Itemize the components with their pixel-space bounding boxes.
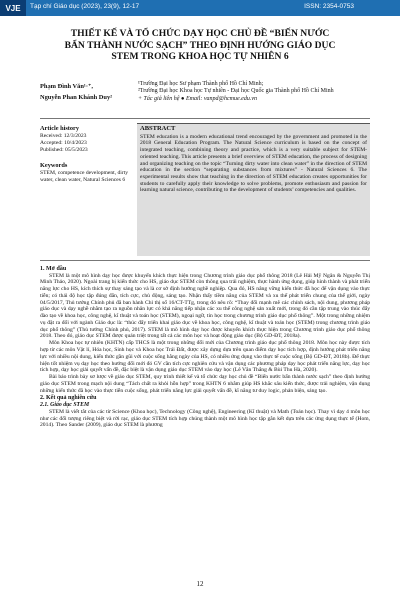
journal-citation: Tạp chí Giáo dục (2023), 23(9), 12-17 — [30, 3, 140, 10]
section-heading-intro: 1. Mở đầu — [40, 265, 67, 272]
abstract-box — [137, 123, 370, 256]
page-number: 12 — [196, 580, 204, 588]
article-sidebar — [40, 125, 130, 184]
affiliation-2: ²Trường Đại học Khoa học Tự nhiên - Đại học Quốc gia Thành phố Hồ Chí Minh — [138, 88, 334, 95]
body-divider — [40, 260, 370, 261]
paragraph: STEM là một mô hình dạy học được khuyến khích thực hiện trong Chương trình giáo dục phổ thông 2018 (Lê Hải Mỹ Ngân & Nguyễn Thị Minh Thảo, 2020). Ngoài trang bị kiến thức cho HS, giáo dục STEM còn thông qua trải nghiệm, thực hành ứng dụng, giúp hình thành và phát triển năng lực cho HS, kích thích sự thay sáng tạo và là cơ sở định hướng nghề nghiệp. Qua đó, HS nâng vững kiến thức đã học để vận dụng vào thực tiễn; có thái độ học tập đúng đắn, tích cực, chủ động, sáng tạo. Nhận thấy tiềm năng của STEM và xu thế phát triển chung của thế giới, ngày 04/5/2017, Thủ tướng Chính phủ đã ban hành Chỉ thị số 16/CT-TTg, trong đó nêu rõ: “Thay đổi mạnh mẽ các chính sách, nội dung, phương pháp giáo dục và dạy nghề nhằm tạo ra nguồn nhân lực có khả năng tiếp nhận các xu thế công nghệ sản xuất mới, trong đó cần tập trung vào thúc đẩy đào tạo về khoa học, công nghệ, kĩ thuật và toán học (STEM), ngoại ngữ, tin học trong chương trình giáo dục phổ thông”. Một trong những nhiệm vụ đặt ra đối với ngành Giáo dục là: “thúc đẩy triển khai giáo dục về khoa học, công nghệ, kĩ thuật và toán học (STEM) trong chương trình giáo dục phổ thông” (Thủ tướng Chính phủ, 2017). STEM là mô hình dạy học được khuyến khích thực hiện trong Chương trình giáo dục phổ thông 2018. Theo đó, giáo dục STEM được quán triệt trong tất cả các môn học và hoạt động giáo dục (Bộ GD-ĐT, 2018a). — [40, 272, 370, 340]
paragraph: STEM là viết tắt của các từ Science (Khoa học), Technology (Công nghệ), Engineering (Kĩ thuật) và Math (Toán học). Thay vì dạy 4 môn học như các đối tượng riêng biệt và rời rạc, giáo dục STEM tích hợp chúng thành một mô hình học tập gắn kết dựa trên các ứng dụng thực tế (Hom, 2014). Theo Sander (2009), giáo dục STEM là phương — [40, 408, 370, 429]
journal-issn: ISSN: 2354-0753 — [304, 3, 354, 10]
header-divider — [40, 118, 370, 119]
paragraph: Bài báo trình bày sơ lược về giáo dục STEM, quy trình thiết kế và tổ chức dạy học chủ đề “Biến nước bẩn thành nước sạch” theo định hướng giáo dục STEM trong mạch nội dung “Tách chất ra khỏi hỗn hợp” trong KHTN 6 nhằm giúp HS khắc sâu kiến thức, được trải nghiệm, vận dụng những kiến thức đã học vào thực tiễn cuộc sống, phát triển năng lực giải quyết vấn đề, kĩ năng tư duy logic, phản biện, sáng tạo. — [40, 374, 370, 394]
keywords-heading: Keywords — [40, 162, 68, 169]
affiliations — [138, 81, 370, 103]
section-heading-results: 2. Kết quả nghiên cứu — [40, 395, 97, 402]
received-date: Received: 12/3/2023 — [40, 133, 87, 139]
corresponding-email: + Tác giả liên hệ ● Email: vanpd@hcmue.edu.vn — [138, 95, 257, 102]
journal-logo: VJE — [0, 0, 26, 16]
published-date: Published: 05/5/2023 — [40, 147, 88, 153]
keywords-block — [40, 162, 130, 184]
subsection-heading-stem: 2.1. Giáo dục STEM — [40, 401, 90, 408]
abstract-text: STEM education is a modern educational trend encouraged by the government and promoted in the 2018 General Education Program. The Natural Science curriculum is based on the concept of integrated teaching, combining theory and practice, which is a very suitable subject for STEM-oriented teaching. This article presents a brief overview of STEM education, the process of designing and organizing teaching on the topic “Turning dirty water into clean water” in the direction of STEM education in the section “separating substances from mixtures” - Natural Sciences 6. The experimental results show that teaching in the direction of STEM education creates opportunities for students to carefully apply their knowledge to solve problems, promote enthusiasm and passion for learning natural science, contributing to the development of students’ competencies and qualities. — [140, 133, 367, 194]
author-list — [40, 81, 132, 103]
article-history-heading: Article history — [40, 125, 79, 132]
keywords-text: STEM, competence development, dirty water, clean water, Natural Sciences 6 — [40, 170, 129, 183]
article-title: THIẾT KẾ VÀ TỔ CHỨC DẠY HỌC CHỦ ĐỀ “BIẾN NƯỚC BẨN THÀNH NƯỚC SẠCH” THEO ĐỊNH HƯỚNG GIÁO DỤC STEM TRONG KHOA HỌC TỰ NHIÊN 6 — [64, 28, 336, 62]
author-2: Nguyễn Phan Khánh Duy² — [40, 94, 113, 101]
accepted-date: Accepted: 10/4/2023 — [40, 140, 87, 146]
journal-header-bar — [0, 0, 400, 16]
author-1: Phạm Đình Văn¹·⁺, — [40, 83, 93, 90]
abstract-heading: ABSTRACT — [140, 125, 176, 132]
affiliation-1: ¹Trường Đại học Sư phạm Thành phố Hồ Chí Minh; — [138, 81, 264, 87]
paragraph: Môn Khoa học tự nhiên (KHTN) cấp THCS là một trong những đổi mới của Chương trình giáo dục phổ thông 2018. Môn học này được tích hợp từ các môn Vật lí, Hóa học, Sinh học và Khoa học Trái Đất, được xây dựng dựa trên quan điểm dạy học tích hợp, định hướng phát triển năng lực với nhiều nội dung, kiến thức gần gũi với cuộc sống hằng ngày của HS, có nhiều ứng dụng vào thực tế cuộc sống (Bộ GD-ĐT, 2018b). Để thực hiện tốt nhiệm vụ dạy học theo hướng đổi mới đó GV cần tích cực nghiên cứu và vận dụng các phương pháp dạy học phát triển năng lực, dạy học tích hợp, dạy học giải quyết vấn đề, đặc biệt là vận dụng giáo dục STEM vào dạy học (Lê Văn Thắng & Bùi Thu Hà, 2020). — [40, 340, 370, 374]
article-body — [40, 265, 370, 429]
